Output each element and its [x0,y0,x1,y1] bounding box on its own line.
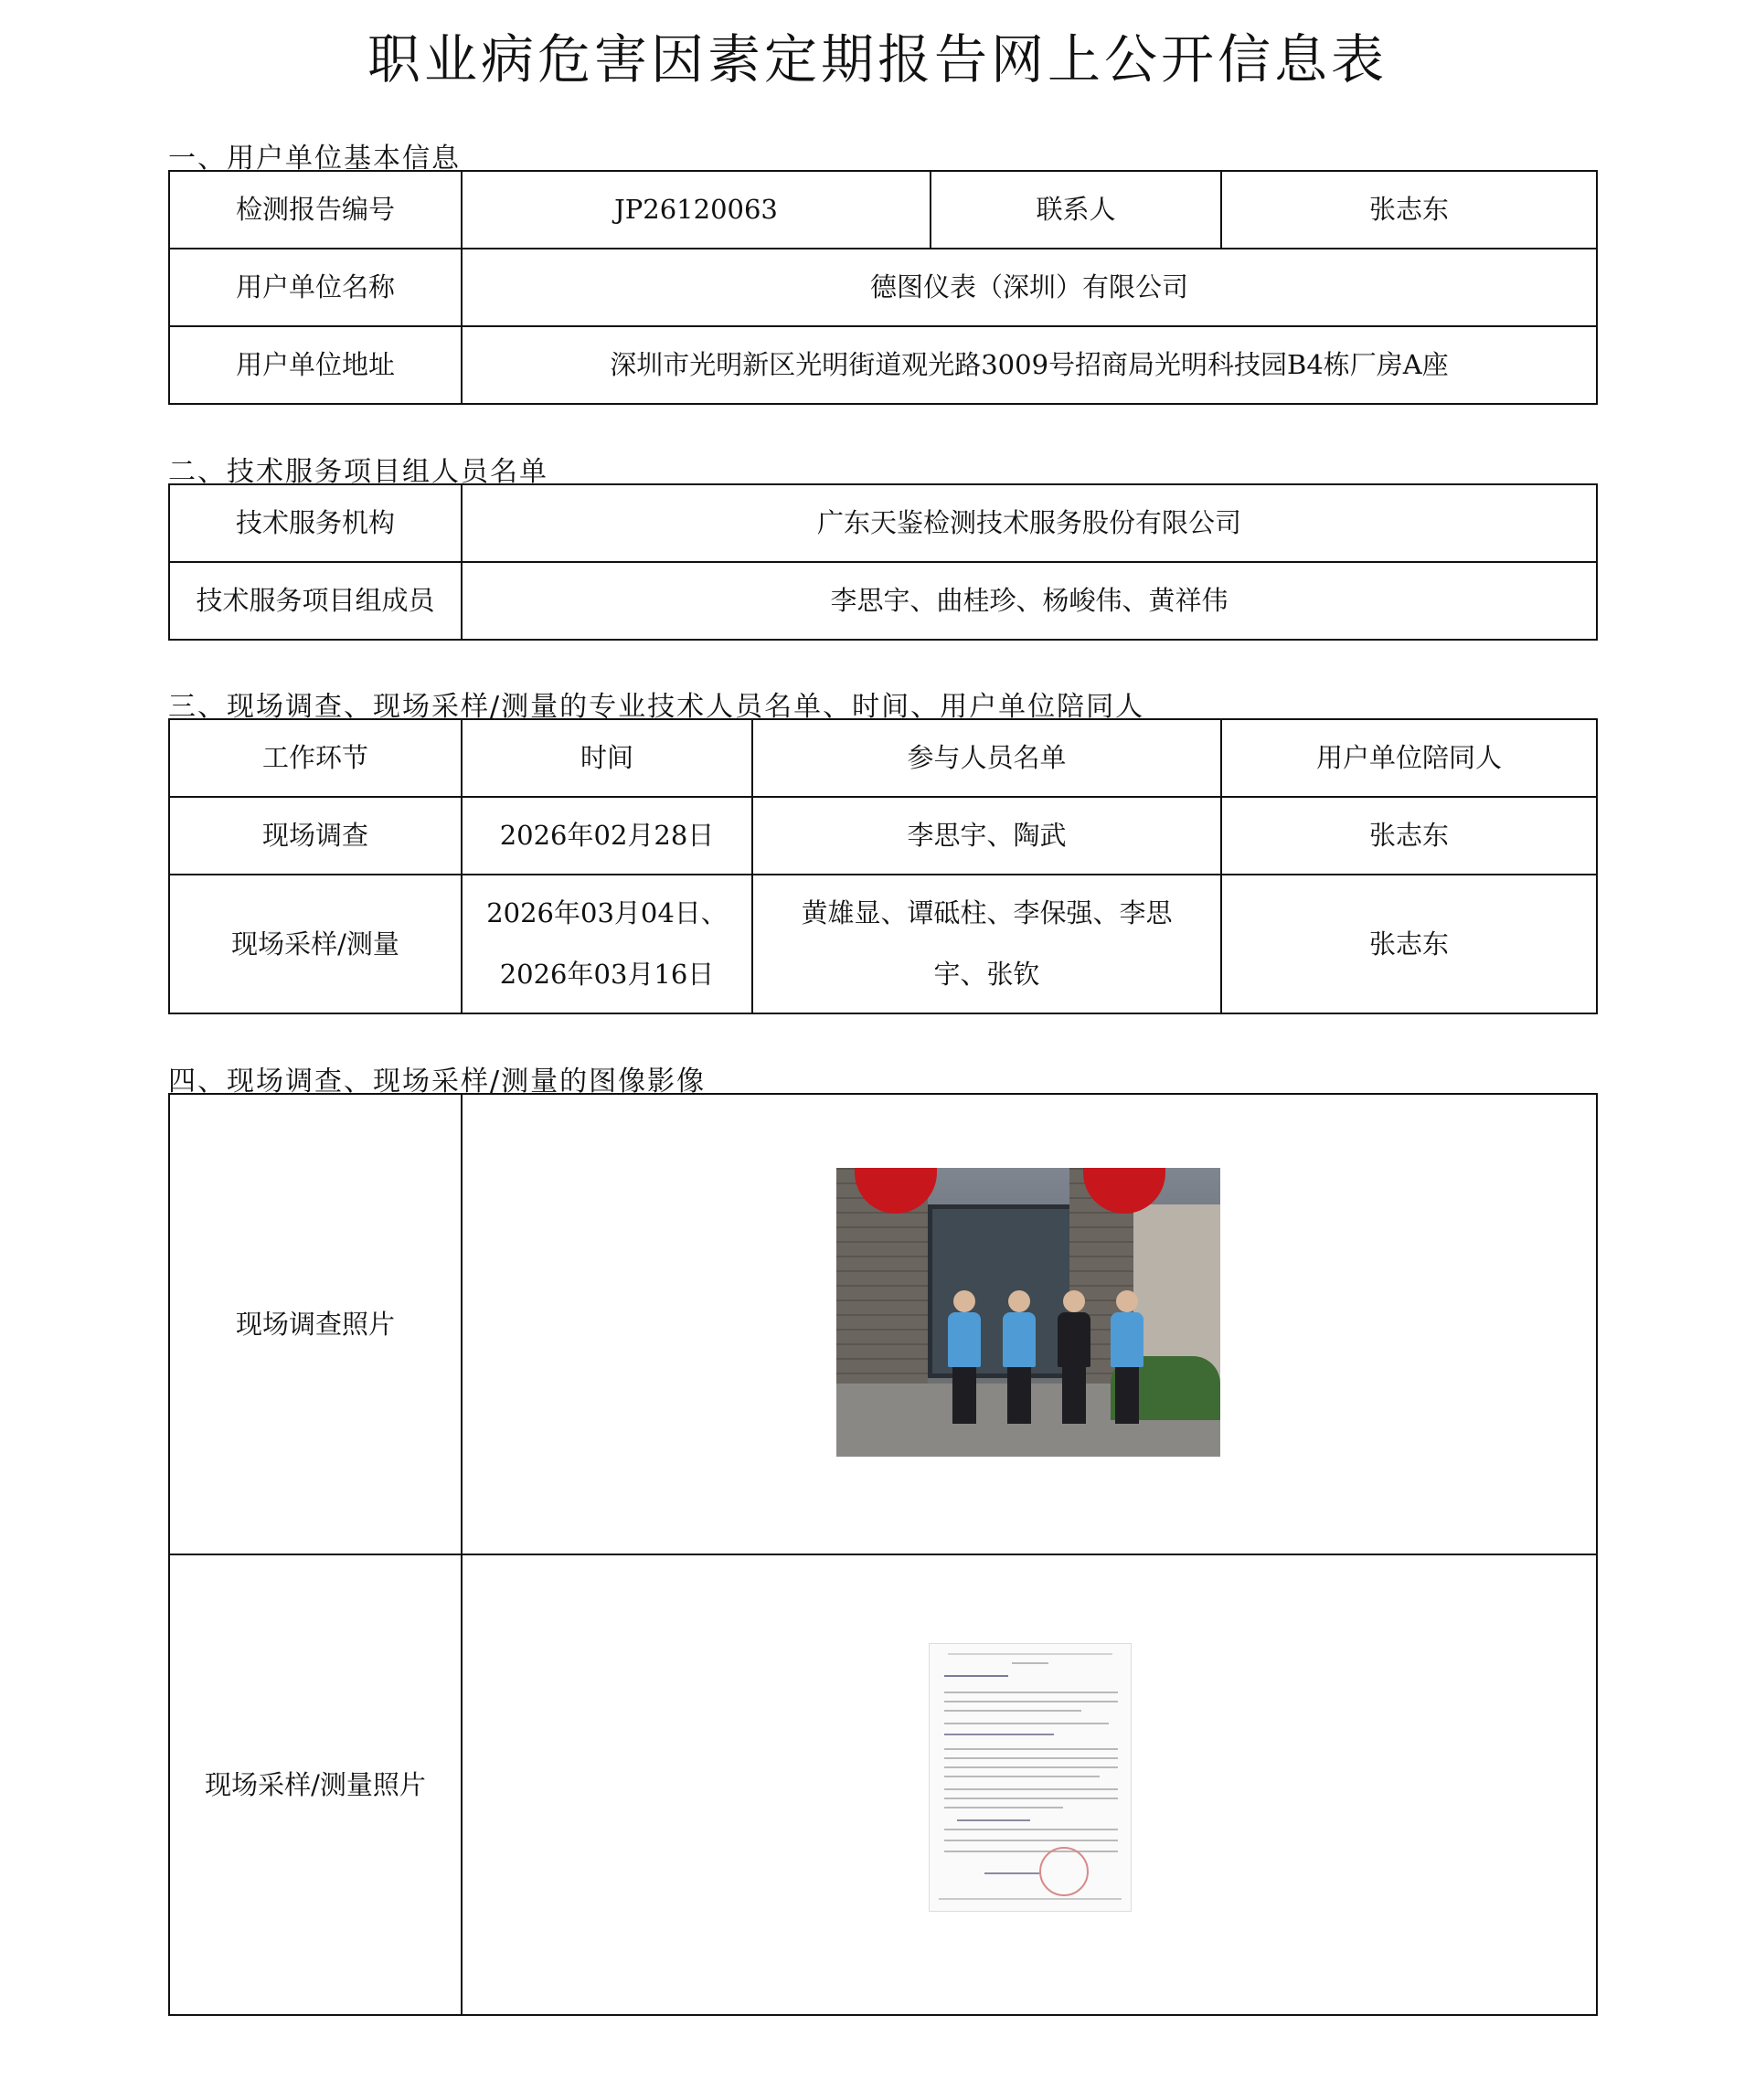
fieldwork-table [168,718,1598,1014]
images-table [168,1093,1598,2016]
people-cell: 李思宇、陶武 [752,797,1221,875]
table-row [169,875,1597,1013]
people-cell: 黄雄显、谭砥柱、李保强、李思宇、张钦 [752,875,1221,1013]
person-figure [1003,1290,1036,1427]
company-label: 用户单位名称 [169,249,462,326]
members-value: 李思宇、曲桂珍、杨峻伟、黄祥伟 [462,562,1597,640]
company-value: 德图仪表（深圳）有限公司 [462,249,1597,326]
person-figure [948,1290,981,1427]
report-no-label: 检测报告编号 [169,171,462,249]
header-time: 时间 [462,719,752,797]
seal-stamp [1039,1847,1089,1896]
time-line-1: 2026年03月04日、 [486,897,728,929]
escort-cell: 张志东 [1221,797,1597,875]
table-row [169,797,1597,875]
address-label: 用户单位地址 [169,326,462,404]
header-escort: 用户单位陪同人 [1221,719,1597,797]
header-people: 参与人员名单 [752,719,1221,797]
stage-cell: 现场采样/测量 [169,875,462,1013]
section-1-heading: 一、用户单位基本信息 [168,143,461,175]
survey-photo-label: 现场调查照片 [169,1094,462,1554]
report-no-value: JP26120063 [462,171,931,249]
person-figure [1058,1290,1090,1427]
basic-info-table [168,170,1598,405]
contact-label: 联系人 [931,171,1221,249]
sampling-photo-label: 现场采样/测量照片 [169,1554,462,2015]
address-value: 深圳市光明新区光明街道观光路3009号招商局光明科技园B4栋厂房A座 [462,326,1597,404]
survey-photo [836,1168,1220,1457]
person-figure [1111,1290,1143,1427]
sampling-document-photo [929,1643,1132,1912]
time-line-2: 2026年03月16日 [499,959,715,990]
section-3-heading: 三、现场调查、现场采样/测量的专业技术人员名单、时间、用户单位陪同人 [168,691,1145,723]
section-2-heading: 二、技术服务项目组人员名单 [168,456,548,488]
stage-cell: 现场调查 [169,797,462,875]
page-title: 职业病危害因素定期报告网上公开信息表 [367,28,1388,90]
contact-value: 张志东 [1221,171,1597,249]
sampling-photo-cell [462,1554,1597,2015]
org-label: 技术服务机构 [169,484,462,562]
section-4-heading: 四、现场调查、现场采样/测量的图像影像 [168,1066,707,1098]
time-cell [462,875,752,1013]
table-header-row [169,719,1597,797]
header-stage: 工作环节 [169,719,462,797]
team-table [168,483,1598,641]
escort-cell: 张志东 [1221,875,1597,1013]
org-value: 广东天鉴检测技术服务股份有限公司 [462,484,1597,562]
survey-photo-cell [462,1094,1597,1554]
members-label: 技术服务项目组成员 [169,562,462,640]
time-cell: 2026年02月28日 [462,797,752,875]
